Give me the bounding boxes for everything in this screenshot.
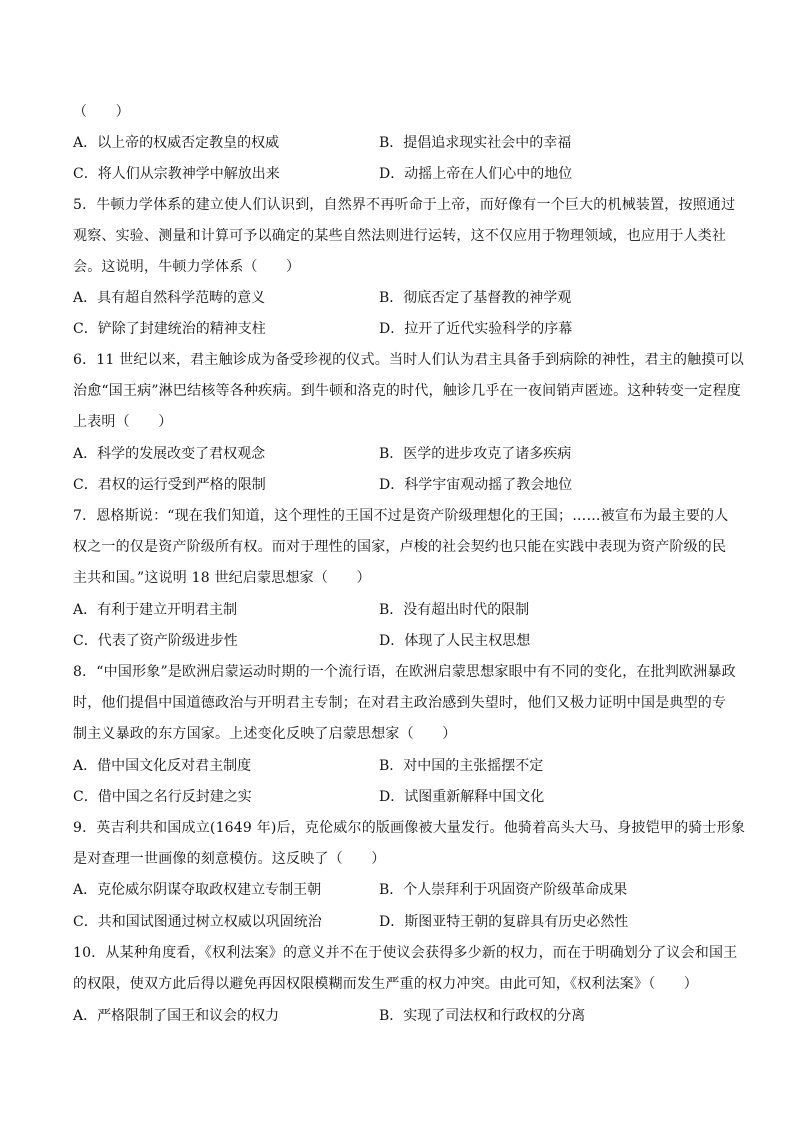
q5-stem-line-3: 会。这说明，牛顿力学体系（ ） [73, 259, 301, 275]
q6-option-b: B．医学的进步攻克了诸多疾病 [379, 446, 572, 462]
q9-option-b: B．个人崇拜利于巩固资产阶级革命成果 [379, 882, 628, 898]
q8-stem-line-1: 8．“中国形象”是欧洲启蒙运动时期的一个流行语，在欧洲启蒙思想家眼中有不同的变化，在批判欧洲暴政 [73, 664, 736, 680]
q8-option-a: A．借中国文化反对君主制度 [73, 758, 252, 774]
q7-stem-line-1: 7．恩格斯说：“现在我们知道，这个理性的王国不过是资产阶级理想化的王国；……被宣布为最主要的人 [73, 508, 729, 524]
q9-option-c: C．共和国试图通过树立权威以巩固统治 [73, 914, 322, 930]
q9-option-a: A．克伦威尔阴谋夺取政权建立专制王朝 [73, 882, 322, 898]
q5-option-d: D．拉开了近代实验科学的序幕 [379, 321, 573, 337]
q4-answer-blank: （ ） [73, 104, 130, 120]
q7-option-a: A．有利于建立开明君主制 [73, 602, 238, 618]
q6-option-c: C．君权的运行受到严格的限制 [73, 477, 266, 493]
q7-option-b: B．没有超出时代的限制 [379, 602, 530, 618]
q6-stem-line-2: 治愈“国王病”淋巴结核等各种疾病。到牛顿和洛克的时代，触诊几乎在一夜间销声匿迹。这种转变一定程度 [73, 383, 741, 399]
q10-option-a: A．严格限制了国王和议会的权力 [73, 1008, 280, 1024]
q5-option-a: A．具有超自然科学范畴的意义 [73, 290, 266, 306]
q10-stem-line-2: 的权限，使双方此后得以避免再因权限模糊而发生严重的权力冲突。由此可知，《权利法案》（ ） [73, 976, 698, 992]
q8-option-d: D．试图重新解释中国文化 [379, 789, 545, 805]
q5-stem-line-1: 5．牛顿力学体系的建立使人们认识到，自然界不再听命于上帝，而好像有一个巨大的机械装置，按照通过 [73, 197, 736, 213]
q6-stem-line-3: 上表明（ ） [73, 414, 173, 430]
q9-stem-line-1: 9．英吉利共和国成立(1649 年)后，克伦威尔的版画像被大量发行。他骑着高头大马、身披铠甲的骑士形象 [73, 820, 746, 836]
q7-option-c: C．代表了资产阶级进步性 [73, 633, 238, 649]
q7-stem-line-3: 主共和国。”这说明 18 世纪启蒙思想家（ ） [73, 570, 371, 586]
q8-stem-line-2: 时，他们提倡中国道德政治与开明君主专制；在对君主政治感到失望时，他们又极力证明中国是典型的专 [73, 695, 727, 711]
q5-stem-line-2: 观察、实验、测量和计算可予以确定的某些自然法则进行运转，这不仅应用于物理领域，也应用于人类社 [73, 228, 727, 244]
q7-option-d: D．体现了人民主权思想 [379, 633, 531, 649]
q10-stem-line-1: 10．从某种角度看，《权利法案》的意义并不在于使议会获得多少新的权力，而在于明确划分了议会和国王 [73, 945, 738, 961]
q8-option-b: B．对中国的主张摇摆不定 [379, 758, 544, 774]
q9-stem-line-2: 是对查理一世画像的刻意模仿。这反映了（ ） [73, 851, 386, 867]
q6-stem-line-1: 6．11 世纪以来，君主触诊成为备受珍视的仪式。当时人们认为君主具备手到病除的神性，君主的触摸可以 [73, 352, 744, 368]
q4-option-c: C．将人们从宗教神学中解放出来 [73, 166, 280, 182]
q4-option-d: D．动摇上帝在人们心中的地位 [379, 166, 573, 182]
q6-option-a: A．科学的发展改变了君权观念 [73, 446, 266, 462]
q10-option-b: B．实现了司法权和行政权的分离 [379, 1008, 586, 1024]
q5-option-c: C．铲除了封建统治的精神支柱 [73, 321, 266, 337]
q4-option-b: B．提倡追求现实社会中的幸福 [379, 135, 572, 151]
q8-option-c: C．借中国之名行反封建之实 [73, 789, 252, 805]
q5-option-b: B．彻底否定了基督教的神学观 [379, 290, 572, 306]
q6-option-d: D．科学宇宙观动摇了教会地位 [379, 477, 573, 493]
q7-stem-line-2: 权之一的仅是资产阶级所有权。而对于理性的国家，卢梭的社会契约也只能在实践中表现为资产阶级的民 [73, 539, 727, 555]
q8-stem-line-3: 制主义暴政的东方国家。上述变化反映了启蒙思想家（ ） [73, 726, 457, 742]
q4-option-a: A．以上帝的权威否定教皇的权威 [73, 135, 280, 151]
q9-option-d: D．斯图亚特王朝的复辟具有历史必然性 [379, 914, 629, 930]
